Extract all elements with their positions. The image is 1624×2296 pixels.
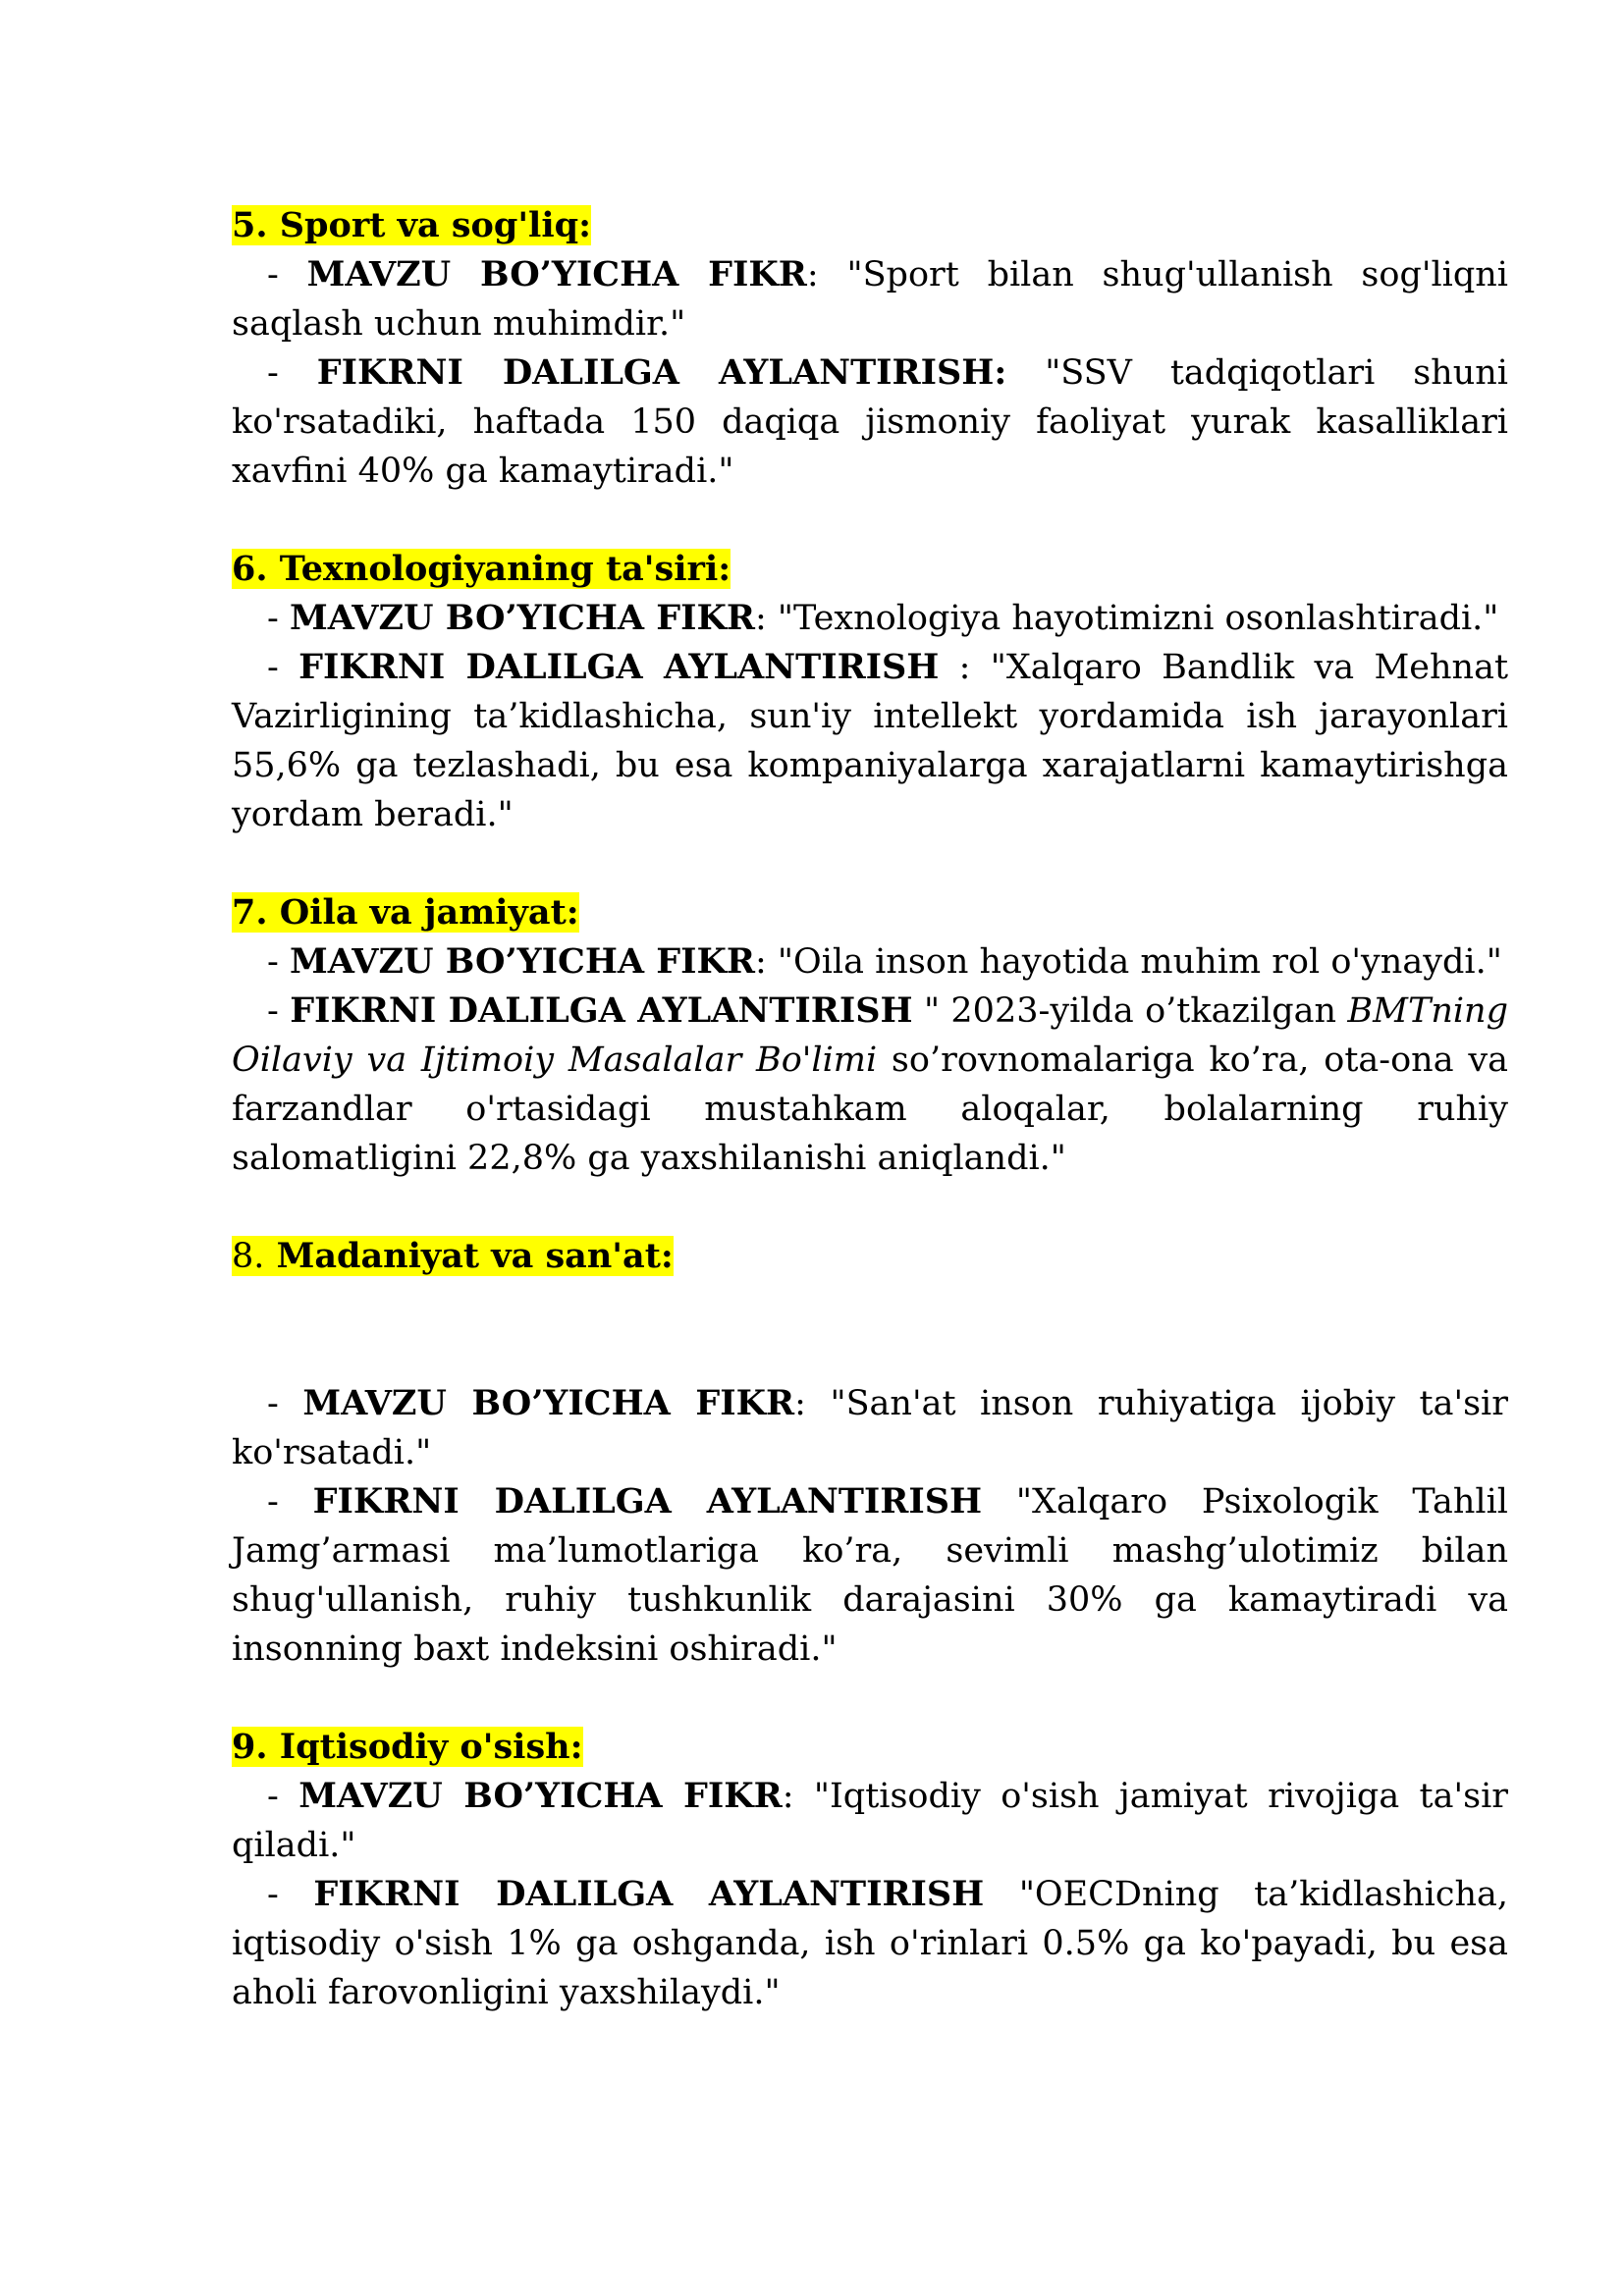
opinion-paragraph — [232, 1772, 1508, 1870]
separator: : — [782, 1777, 814, 1816]
document-page — [232, 201, 1508, 2066]
separator: : — [754, 599, 778, 638]
opinion-label: MAVZU BO’YICHA FIKR — [306, 254, 807, 294]
opinion-label: MAVZU BO’YICHA FIKR — [289, 941, 755, 982]
dash: - — [267, 353, 317, 393]
evidence-paragraph — [232, 1477, 1508, 1674]
opinion-text: "San'at inson ruhiyatiga ijobiy ta'sir ko'rsatadi." — [232, 1384, 1508, 1472]
heading-text: Oila va jamiyat: — [279, 892, 579, 933]
evidence-text: so’rovnomalariga ko’ra, ota-ona va farzandlar o'rtasidagi mustahkam aloqalar, bolalarning ruhiy salomatligini 22,8% ga yaxshilanishi aniqlandi." — [232, 1041, 1508, 1178]
evidence-label: FIKRNI DALILGA AYLANTIRISH — [298, 647, 940, 687]
section-heading — [232, 1727, 583, 1767]
opinion-text: "Sport bilan shug'ullanish sog'liqni saqlash uchun muhimdir." — [232, 255, 1509, 344]
dash: - — [267, 942, 290, 982]
heading-number: 7. — [232, 892, 268, 933]
separator — [982, 1482, 1016, 1522]
evidence-label: FIKRNI DALILGA AYLANTIRISH: — [316, 352, 1007, 393]
section-heading — [232, 549, 731, 589]
opinion-paragraph — [232, 937, 1508, 987]
section-heading — [232, 892, 579, 933]
separator: : — [794, 1384, 831, 1423]
section-sport — [232, 201, 1508, 496]
heading-text: Texnologiyaning ta'siri: — [279, 549, 731, 589]
separator: : — [754, 942, 778, 982]
separator: " 2023-yilda o’tkazilgan — [912, 991, 1348, 1031]
dash: - — [267, 1384, 303, 1423]
evidence-text: "SSV tadqiqotlari shuni ko'rsatadiki, haftada 150 daqiqa jismoniy faoliyat yurak kasalliklari xavfini 40% ga kamaytiradi." — [232, 353, 1508, 491]
section-economy — [232, 1723, 1508, 2017]
section-culture — [232, 1232, 1508, 1674]
opinion-text: "Texnologiya hayotimizni osonlashtiradi." — [777, 599, 1499, 638]
evidence-label: FIKRNI DALILGA AYLANTIRISH — [312, 1481, 983, 1522]
section-heading — [232, 205, 591, 245]
evidence-text: "OECDning ta’kidlashicha, iqtisodiy o'sish 1% ga oshganda, ish o'rinlari 0.5% ga ko'payadi, bu esa aholi farovonligini yaxshilaydi." — [232, 1875, 1508, 2012]
dash: - — [267, 1482, 313, 1522]
evidence-label: FIKRNI DALILGA AYLANTIRISH — [313, 1874, 985, 1914]
heading-text: Iqtisodiy o'sish: — [279, 1727, 583, 1767]
separator — [984, 1875, 1019, 1914]
opinion-text: "Iqtisodiy o'sish jamiyat rivojiga ta'sir qiladi." — [232, 1777, 1508, 1865]
section-technology — [232, 545, 1508, 839]
dash: - — [267, 1777, 299, 1816]
evidence-paragraph — [232, 643, 1508, 839]
section-family — [232, 888, 1508, 1183]
heading-number: 9. — [232, 1727, 268, 1767]
heading-text: Sport va sog'liq: — [279, 205, 592, 245]
section-heading — [232, 1236, 674, 1276]
heading-text: Madaniyat va san'at: — [264, 1236, 674, 1276]
evidence-text: "Xalqaro Psixologik Tahlil Jamg’armasi ma’lumotlariga ko’ra, sevimli mashg’ulotimiz bilan shug'ullanish, ruhiy tushkunlik darajasini 30% ga kamaytiradi va insonning baxt indeksini oshiradi." — [232, 1482, 1509, 1669]
evidence-paragraph — [232, 348, 1508, 496]
dash: - — [267, 648, 299, 687]
heading-number: 5. — [232, 205, 268, 245]
opinion-label: MAVZU BO’YICHA FIKR — [289, 598, 755, 638]
opinion-paragraph — [232, 594, 1508, 643]
opinion-paragraph — [232, 250, 1508, 348]
separator — [1006, 353, 1045, 393]
dash: - — [267, 1875, 314, 1914]
heading-number: 8. — [232, 1237, 265, 1276]
evidence-text: "Xalqaro Bandlik va Mehnat Vazirligining ta’kidlashicha, sun'iy intellekt yordamida ish jarayonlari 55,6% ga tezlashadi, bu esa kompaniyalarga xarajatlarni kamaytirishga yordam beradi." — [232, 648, 1509, 834]
separator: : — [806, 255, 847, 294]
separator: : — [939, 648, 991, 687]
evidence-paragraph — [232, 987, 1508, 1183]
source-name: BMTning Oilaviy va Ijtimoiy Masalalar Bo'limi — [232, 991, 1509, 1080]
opinion-label: MAVZU BO’YICHA FIKR — [298, 1776, 783, 1816]
heading-number: 6. — [232, 549, 268, 589]
dash: - — [267, 599, 290, 638]
evidence-paragraph — [232, 1870, 1508, 2017]
opinion-paragraph — [232, 1379, 1508, 1477]
dash: - — [267, 991, 291, 1031]
dash: - — [267, 255, 307, 294]
opinion-text: "Oila inson hayotida muhim rol o'ynaydi." — [777, 942, 1502, 982]
evidence-label: FIKRNI DALILGA AYLANTIRISH — [290, 990, 913, 1031]
opinion-label: MAVZU BO’YICHA FIKR — [302, 1383, 795, 1423]
